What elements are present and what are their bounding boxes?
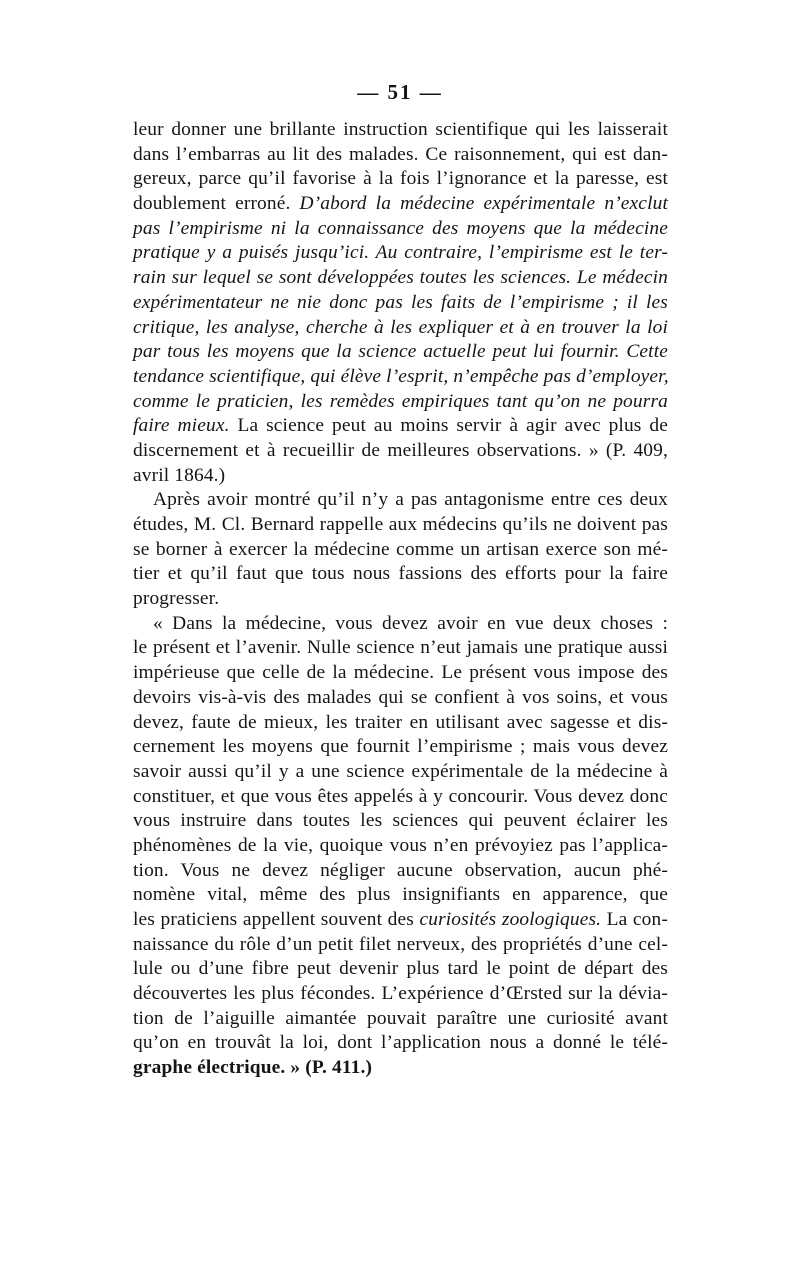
text-line <box>133 143 668 168</box>
text-segment: études, M. Cl. Bernard rappelle aux médecins qu’ils ne doivent pas <box>133 514 668 535</box>
text-line <box>133 785 668 810</box>
text-segment: phénomènes de la vie, quoique vous n’en prévoyiez pas l’applica- <box>133 834 668 856</box>
text-line <box>133 908 668 933</box>
text-line <box>133 1031 668 1056</box>
text-line <box>133 241 668 266</box>
text-segment: devez, faute de mieux, les traiter en utilisant avec sagesse et dis- <box>133 711 668 733</box>
text-segment: « Dans la médecine, vous devez avoir en vue deux choses : <box>153 612 668 634</box>
text-line <box>133 291 668 316</box>
text-segment: naissance du rôle d’un petit filet nerveux, des propriétés d’une cel- <box>133 933 668 955</box>
italic-text: D’abord la médecine expérimentale n’exclut <box>299 193 668 215</box>
text-segment: devoirs vis-à-vis des malades qui se confient à vos soins, et vous <box>133 686 668 708</box>
text-line <box>133 414 668 439</box>
text-line <box>133 883 668 908</box>
text-line <box>133 118 668 143</box>
text-segment: vous instruire dans toutes les sciences qui peuvent éclairer les <box>133 810 668 832</box>
text-line <box>133 587 668 612</box>
text-line <box>133 1056 668 1081</box>
text-segment: graphe électrique. » (P. 411.) <box>133 1057 373 1079</box>
text-segment: leur donner une brillante instruction scientifique qui les laisserait <box>133 119 668 140</box>
text-segment: découvertes les plus fécondes. L’expérience d’Œrsted sur la dévia- <box>133 983 668 1005</box>
text-segment: tion de l’aiguille aimantée pouvait paraître une curiosité avant <box>133 1007 668 1029</box>
italic-text: critique, les analyse, cherche à les expliquer et à en trouver la loi <box>133 316 668 338</box>
text-line <box>133 1007 668 1032</box>
text-line <box>133 439 668 464</box>
text-line <box>133 933 668 958</box>
body-text <box>133 118 668 1081</box>
text-segment: gereux, parce qu’il favorise à la fois l’ignorance et la paresse, est <box>133 168 668 190</box>
text-line <box>133 735 668 760</box>
text-line <box>133 217 668 242</box>
text-line <box>133 365 668 390</box>
text-segment: qu’on en trouvât la loi, dont l’application nous a donné le télé- <box>133 1032 668 1054</box>
page-number: — 51 — <box>357 80 443 104</box>
text-segment: le présent et l’avenir. Nulle science n’eut jamais une pratique aussi <box>133 637 668 659</box>
italic-text: comme le praticien, les remèdes empiriques tant qu’on ne pourra <box>133 390 668 412</box>
italic-text: rain sur lequel se sont développées toutes les sciences. Le médecin <box>133 267 668 289</box>
text-segment: progresser. <box>133 588 220 610</box>
text-segment: les praticiens appellent souvent des <box>133 909 420 930</box>
text-line <box>133 859 668 884</box>
text-line <box>133 562 668 587</box>
text-line <box>133 982 668 1007</box>
text-line <box>133 957 668 982</box>
text-line <box>133 834 668 859</box>
text-line <box>133 661 668 686</box>
text-segment: tier et qu’il faut que tous nous fassions des efforts pour la faire <box>133 563 668 585</box>
text-line <box>133 464 668 489</box>
text-line <box>133 538 668 563</box>
text-segment: cernement les moyens que fournit l’empirisme ; mais vous devez <box>133 736 668 758</box>
text-line <box>133 316 668 341</box>
italic-text: faire mieux. <box>133 415 230 437</box>
text-segment: dans l’embarras au lit des malades. Ce raisonnement, qui est dan- <box>133 143 668 165</box>
text-line <box>133 513 668 538</box>
italic-text: curiosités zoologiques. <box>419 909 602 930</box>
text-line <box>133 636 668 661</box>
text-segment: discernement et à recueillir de meilleures observations. » (P. 409, <box>133 439 668 461</box>
text-line <box>133 266 668 291</box>
italic-text: par tous les moyens que la science actuelle peut lui fournir. Cette <box>133 341 668 363</box>
text-segment: savoir aussi qu’il y a une science expérimentale de la médecine à <box>133 760 668 782</box>
text-line <box>133 390 668 415</box>
text-line <box>133 760 668 785</box>
italic-text: expérimentateur ne nie donc pas les faits de l’empirisme ; il les <box>133 291 668 313</box>
text-segment: tion. Vous ne devez négliger aucune observation, aucun phé- <box>133 859 668 881</box>
text-segment: Après avoir montré qu’il n’y a pas antagonisme entre ces deux <box>153 489 668 511</box>
text-line <box>133 192 668 217</box>
text-line <box>133 488 668 513</box>
text-segment: La science peut au moins servir à agir avec plus de <box>229 415 668 437</box>
text-segment: avril 1864.) <box>133 464 226 486</box>
italic-text: pratique y a puisés jusqu’ici. Au contraire, l’empirisme est le ter- <box>133 242 668 264</box>
text-line <box>133 809 668 834</box>
text-segment: se borner à exercer la médecine comme un artisan exerce son mé- <box>133 538 668 560</box>
text-line <box>133 340 668 365</box>
text-line <box>133 686 668 711</box>
text-line <box>133 711 668 736</box>
text-segment: impérieuse que celle de la médecine. Le présent vous impose des <box>133 662 668 684</box>
text-line <box>133 167 668 192</box>
italic-text: tendance scientifique, qui élève l’esprit, n’empêche pas d’employer, <box>133 365 669 387</box>
italic-text: pas l’empirisme ni la connaissance des moyens que la médecine <box>133 217 668 239</box>
text-line <box>133 612 668 637</box>
text-segment: lule ou d’une fibre peut devenir plus tard le point de départ des <box>133 958 668 980</box>
text-segment: doublement erroné. <box>133 193 300 215</box>
text-segment: La con- <box>601 909 668 930</box>
text-segment: nomène vital, même des plus insignifiants en apparence, que <box>133 884 668 906</box>
text-segment: constituer, et que vous êtes appelés à y concourir. Vous devez donc <box>133 785 668 807</box>
